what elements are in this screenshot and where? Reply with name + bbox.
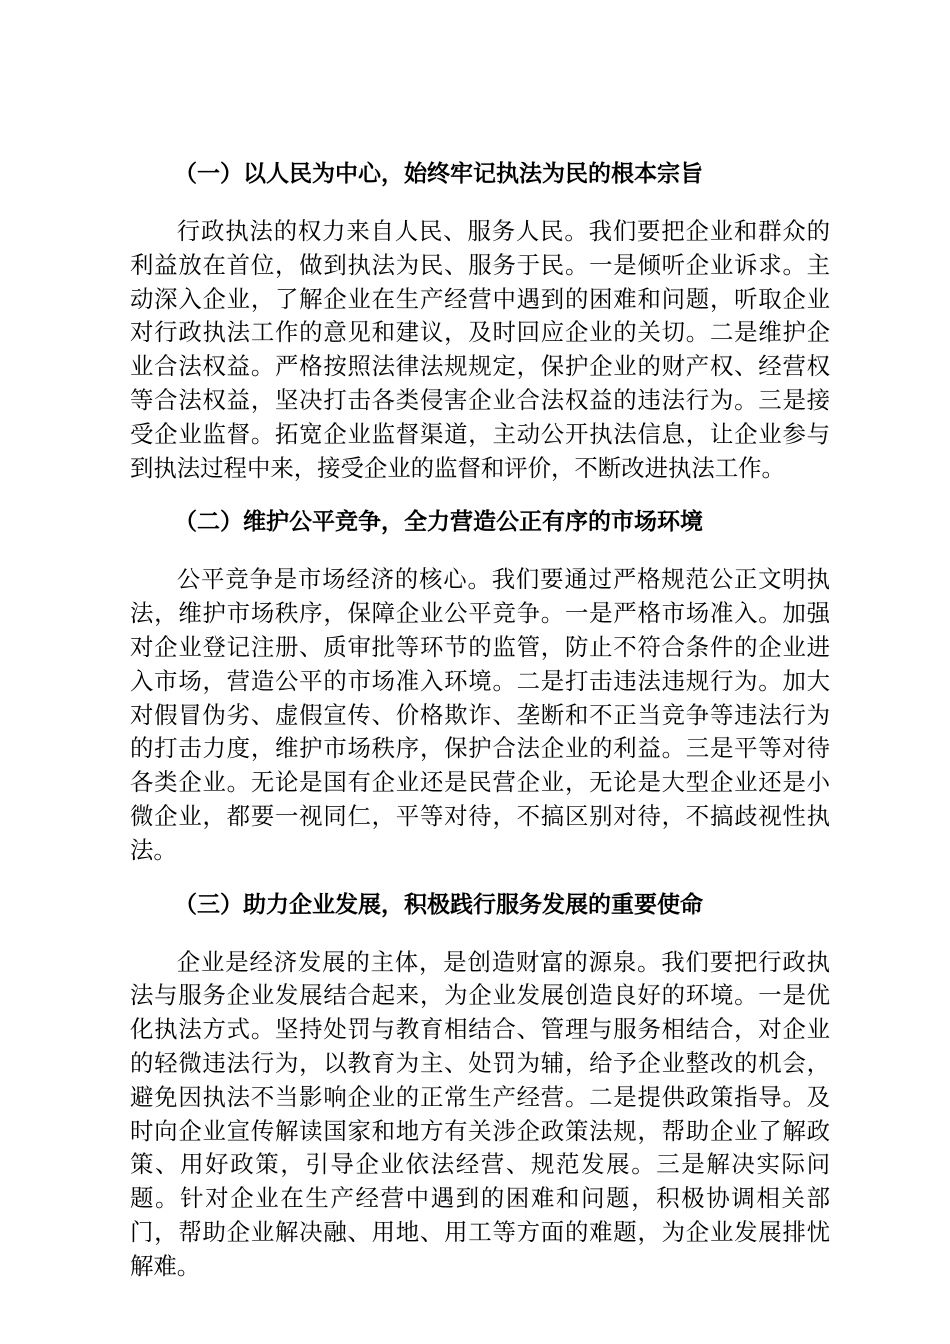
section-heading: （二）维护公平竞争，全力营造公正有序的市场环境	[174, 509, 703, 536]
section-paragraph: 企业是经济发展的主体，是创造财富的源泉。我们要把行政执法与服务企业发展结合起来，为企业发展创造良好的环境。一是优化执法方式。坚持处罚与教育相结合、管理与服务相结合，对企业的轻微违法行为，以教育为主、处罚为辅，给予企业整改的机会，避免因执法不当影响企业的正常生产经营。二是提供政策指导。及时向企业宣传解读国家和地方有关涉企政策法规，帮助企业了解政策、用好政策，引导企业依法经营、规范发展。三是解决实际问题。针对企业在生产经营中遇到的困难和问题，积极协调相关部门，帮助企业解决融、用地、用工等方面的难题，为企业发展排忧解难。	[130, 947, 830, 1280]
document-page	[130, 158, 830, 1305]
section-heading: （三）助力企业发展，积极践行服务发展的重要使命	[174, 891, 703, 918]
section-3	[130, 889, 830, 1284]
section-paragraph: 公平竞争是市场经济的核心。我们要通过严格规范公正文明执法，维护市场秩序，保障企业公平竞争。一是严格市场准入。加强对企业登记注册、质审批等环节的监管，防止不符合条件的企业进入市场，营造公平的市场准入环境。二是打击违法违规行为。加大对假冒伪劣、虚假宣传、价格欺诈、垄断和不正当竞争等违法行为的打击力度，维护市场秩序，保护合法企业的利益。三是平等对待各类企业。无论是国有企业还是民营企业，无论是大型企业还是小微企业，都要一视同仁，平等对待，不搞区别对待，不搞歧视性执法。	[130, 565, 830, 864]
section-heading: （一）以人民为中心，始终牢记执法为民的根本宗旨	[174, 161, 703, 187]
section-paragraph: 行政执法的权力来自人民、服务人民。我们要把企业和群众的利益放在首位，做到执法为民、服务于民。一是倾听企业诉求。主动深入企业，了解企业在生产经营中遇到的困难和问题，听取企业对行政执法工作的意见和建议，及时回应企业的关切。二是维护企业合法权益。严格按照法律法规规定，保护企业的财产权、经营权等合法权益，坚决打击各类侵害企业合法权益的违法行为。三是接受企业监督。拓宽企业监督渠道，主动公开执法信息，让企业参与到执法过程中来，接受企业的监督和评价，不断改进执法工作。	[130, 217, 830, 482]
section-1	[130, 158, 830, 485]
section-2	[130, 506, 830, 867]
